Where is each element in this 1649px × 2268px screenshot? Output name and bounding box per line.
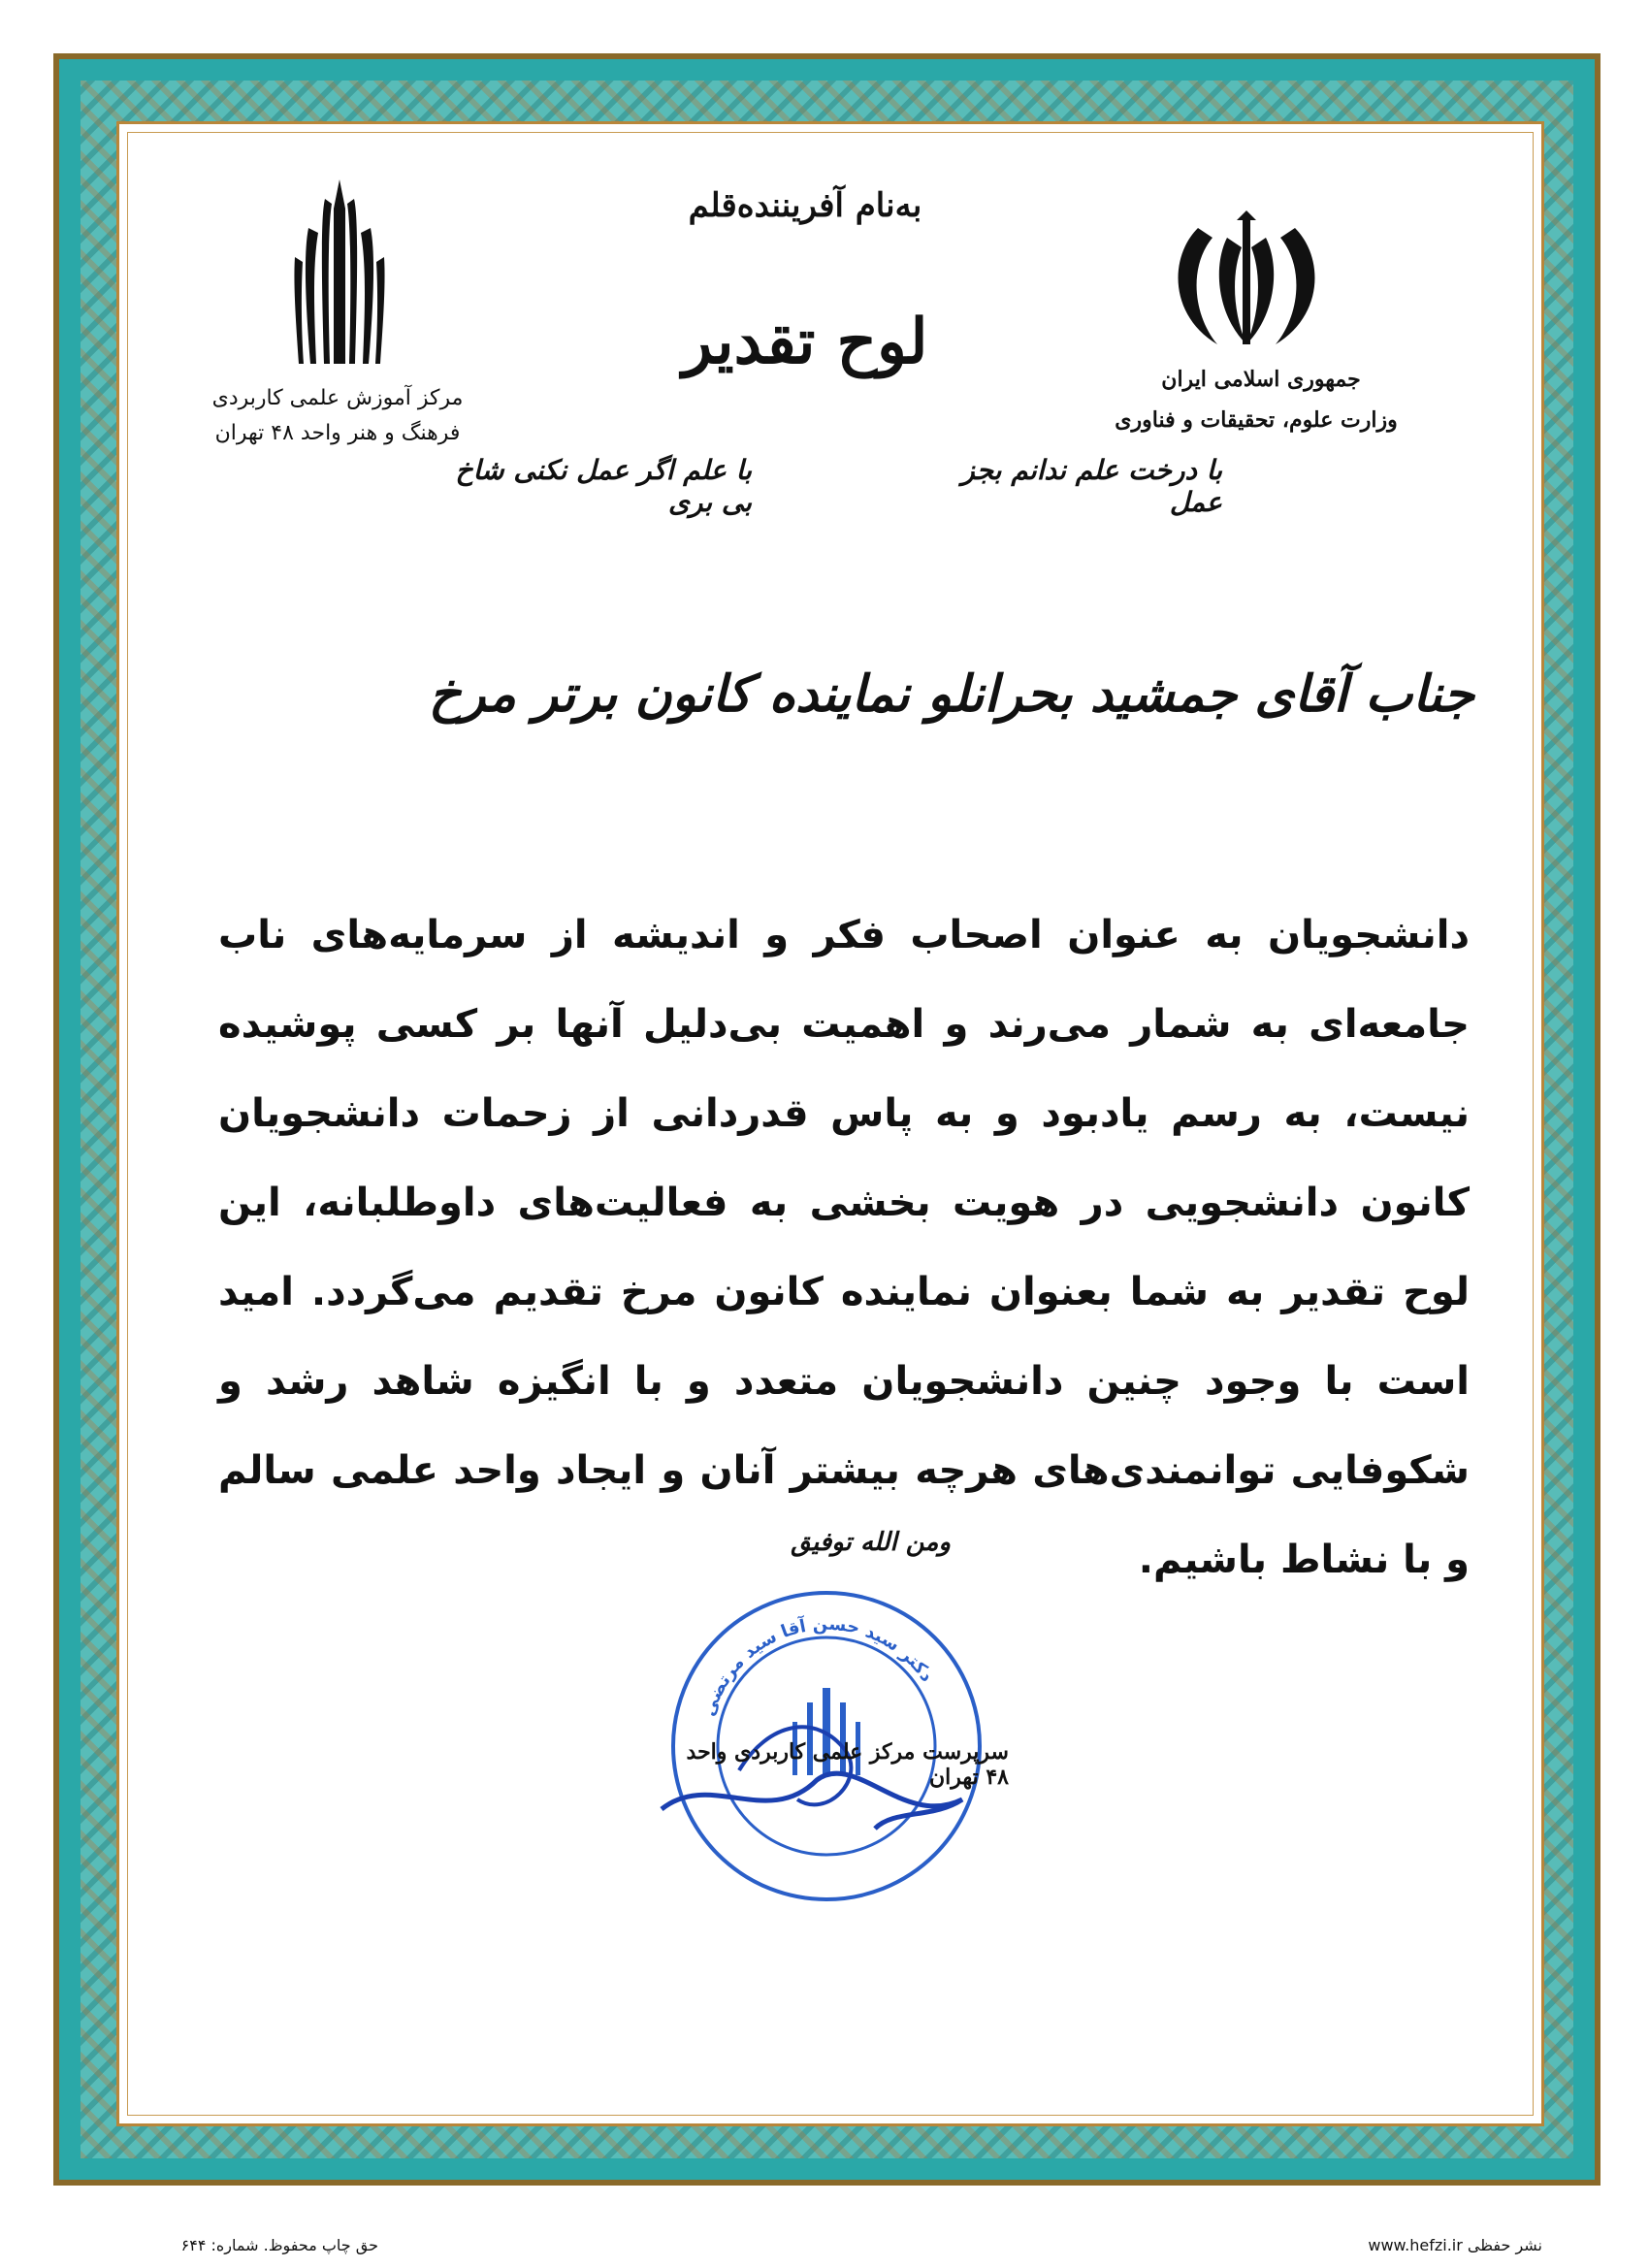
iran-caption-line1: جمهوری اسلامی ایران <box>1161 367 1361 392</box>
closing-phrase: ومن الله توفیق <box>791 1528 951 1557</box>
iran-caption-line2: وزارت علوم، تحقیقات و فناوری <box>1115 407 1398 433</box>
body-paragraph: دانشجویان به عنوان اصحاب فکر و اندیشه از سرمایه‌های ناب جامعه‌ای به شمار می‌رند و اهمیت بی‌دلیل آنها بر کسی پوشیده نیست، به رسم یادبود و به پاس قدردانی از زحمات دانشجویان کانون دانشجویی در هویت بخشی به فعالیت‌های داوطلبانه، این لوح تقدیر به شما بعنوان نماینده کانون مرخ تقدیم می‌گردد. امید است با وجود چنین دانشجویان متعدد و با انگیزه شاهد رشد و شکوفایی توانمندی‌های هرچه بیشتر آنان و ایجاد واحد علمی سالم و با نشاط باشیم. <box>218 913 1470 1582</box>
university-caption-line2: فرهنگ و هنر واحد ۴۸ تهران <box>214 421 461 445</box>
seal-name-text: دکتر سید حسن آقا سید مرتضی <box>698 1613 938 1719</box>
certificate-title: لوح تقدیر <box>682 306 928 378</box>
quote-left: با علم اگر عمل نکنی شاخ بی بری <box>455 454 752 518</box>
basmala: به‌نام آفریننده‌قلم <box>688 186 922 225</box>
university-emblem-icon <box>291 179 388 373</box>
footer-copyright: حق چاپ محفوظ. شماره: ۶۴۴ <box>180 2236 378 2254</box>
university-caption-line1: مرکز آموزش علمی کاربردی <box>211 386 464 410</box>
iran-emblem-icon <box>1159 209 1334 364</box>
quote-right: با درخت علم ندانم بجز عمل <box>961 454 1222 518</box>
recipient-line: جناب آقای جمشید بحرانلو نماینده کانون برتر مرخ <box>428 664 1474 724</box>
footer-publisher: www.hefzi.ir نشر حفظی <box>1368 2236 1542 2254</box>
signature-caption: سرپرست مرکز علمی کاربردی واحد ۴۸ تهران <box>686 1739 1009 1790</box>
